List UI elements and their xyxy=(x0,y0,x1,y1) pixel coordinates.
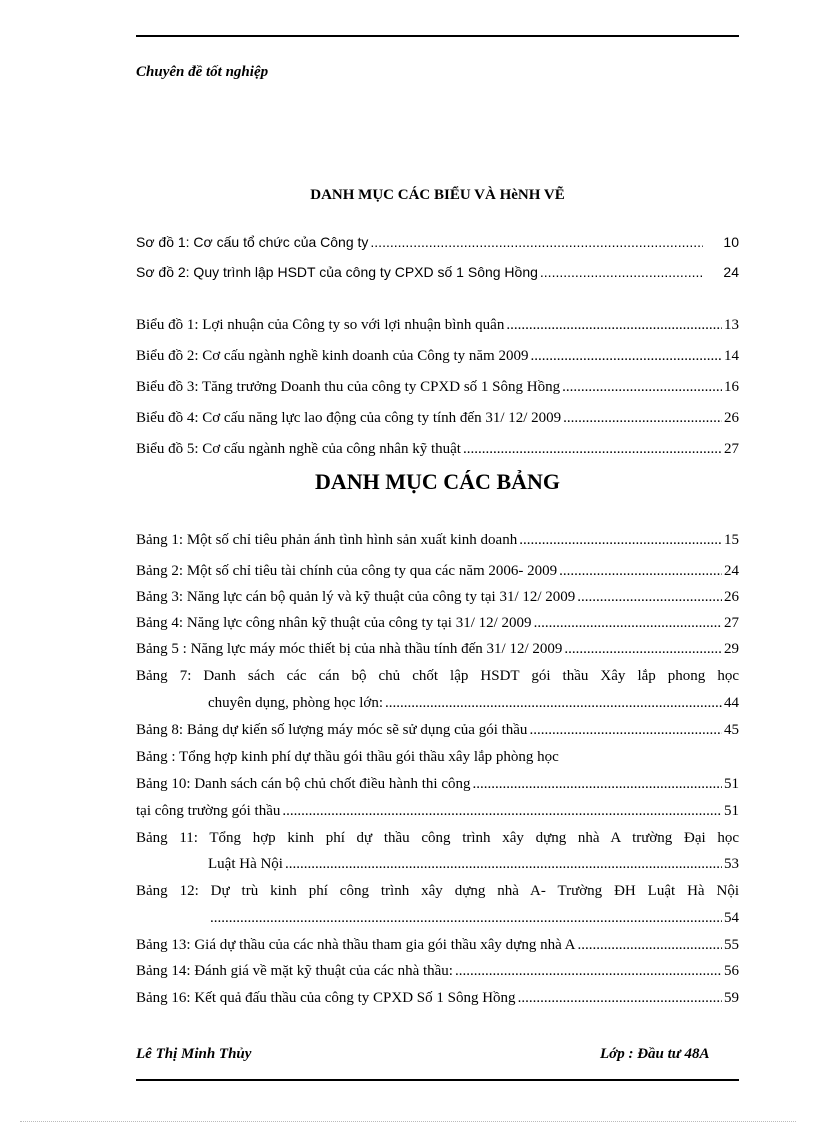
toc-table-13: Bảng 13: Giá dự thầu của các nhà thầu tham gia gói thầu xây dựng nhà A ..... 55 xyxy=(136,935,739,955)
toc-table-10-cont: tại công trường gói thầu ..... 51 xyxy=(136,801,739,821)
toc-table-11-line1: Bảng 11: Tổng hợp kinh phí dự thầu công trình xây dựng nhà A trường Đại học xyxy=(136,830,739,846)
toc-table-7-line2: chuyên dụng, phòng học lớn: ..... 44 xyxy=(136,693,739,713)
footer-author: Lê Thị Minh Thủy xyxy=(136,1046,252,1062)
toc-table-16: Bảng 16: Kết quả đấu thầu của công ty CPXD Số 1 Sông Hồng ..... 59 xyxy=(136,988,739,1008)
header-title: Chuyên đề tốt nghiệp xyxy=(136,64,269,80)
toc-diagram-2: Sơ đồ 2: Quy trình lập HSDT của công ty CPXD số 1 Sông Hồng ..... 24 xyxy=(136,262,739,282)
toc-table-9: Bảng : Tổng hợp kinh phí dự thầu gói thầu gói thầu xây lắp phòng học xyxy=(136,749,559,765)
toc-table-5: Bảng 5 : Năng lực máy móc thiết bị của nhà thầu tính đến 31/ 12/ 2009 ..... 29 xyxy=(136,639,739,659)
toc-chart-4: Biểu đồ 4: Cơ cấu năng lực lao động của công ty tính đến 31/ 12/ 2009 ..... 26 xyxy=(136,408,739,428)
page-edge xyxy=(20,1121,796,1122)
toc-chart-5: Biểu đồ 5: Cơ cấu ngành nghề của công nhân kỹ thuật ..... 27 xyxy=(136,439,739,459)
footer-class: Lớp : Đầu tư 48A xyxy=(600,1046,710,1062)
toc-table-14: Bảng 14: Đánh giá về mặt kỹ thuật của các nhà thầu: ..... 56 xyxy=(136,961,739,981)
toc-table-1: Bảng 1: Một số chỉ tiêu phản ánh tình hình sản xuất kinh doanh ..... 15 xyxy=(136,530,739,550)
toc-table-12-line1: Bảng 12: Dự trù kinh phí công trình xây dựng nhà A- Trường ĐH Luật Hà Nội xyxy=(136,883,739,899)
header-rule xyxy=(136,35,739,37)
toc-diagram-1: Sơ đồ 1: Cơ cấu tổ chức của Công ty ..... 10 xyxy=(136,232,739,252)
toc-table-3: Bảng 3: Năng lực cán bộ quản lý và kỹ thuật của công ty tại 31/ 12/ 2009 ..... 26 xyxy=(136,587,739,607)
toc-chart-3: Biểu đồ 3: Tăng trưởng Doanh thu của công ty CPXD số 1 Sông Hồng ..... 16 xyxy=(136,377,739,397)
toc-table-8: Bảng 8: Bảng dự kiến số lượng máy móc sẽ sử dụng của gói thầu ..... 45 xyxy=(136,720,739,740)
toc-table-10: Bảng 10: Danh sách cán bộ chủ chốt điều hành thi công ..... 51 xyxy=(136,774,739,794)
toc-chart-1: Biểu đồ 1: Lợi nhuận của Công ty so với lợi nhuận bình quân ..... 13 xyxy=(136,315,739,335)
toc-table-12-line2: ..... 54 xyxy=(136,908,739,928)
toc-table-7-line1: Bảng 7: Danh sách các cán bộ chủ chốt lập HSDT gói thầu Xây lắp phong học xyxy=(136,668,739,684)
toc-chart-2: Biểu đồ 2: Cơ cấu ngành nghề kinh doanh của Công ty năm 2009 ..... 14 xyxy=(136,346,739,366)
section-title-tables: DANH MỤC CÁC BẢNG xyxy=(314,469,561,494)
footer-rule xyxy=(136,1079,739,1081)
toc-table-11-line2: Luật Hà Nội ..... 53 xyxy=(136,854,739,874)
toc-table-4: Bảng 4: Năng lực công nhân kỹ thuật của công ty tại 31/ 12/ 2009 ..... 27 xyxy=(136,613,739,633)
toc-table-2: Bảng 2: Một số chỉ tiêu tài chính của công ty qua các năm 2006- 2009 ..... 24 xyxy=(136,561,739,581)
section-title-charts: DANH MỤC CÁC BIỂU VÀ HèNH VẼ xyxy=(310,187,565,203)
